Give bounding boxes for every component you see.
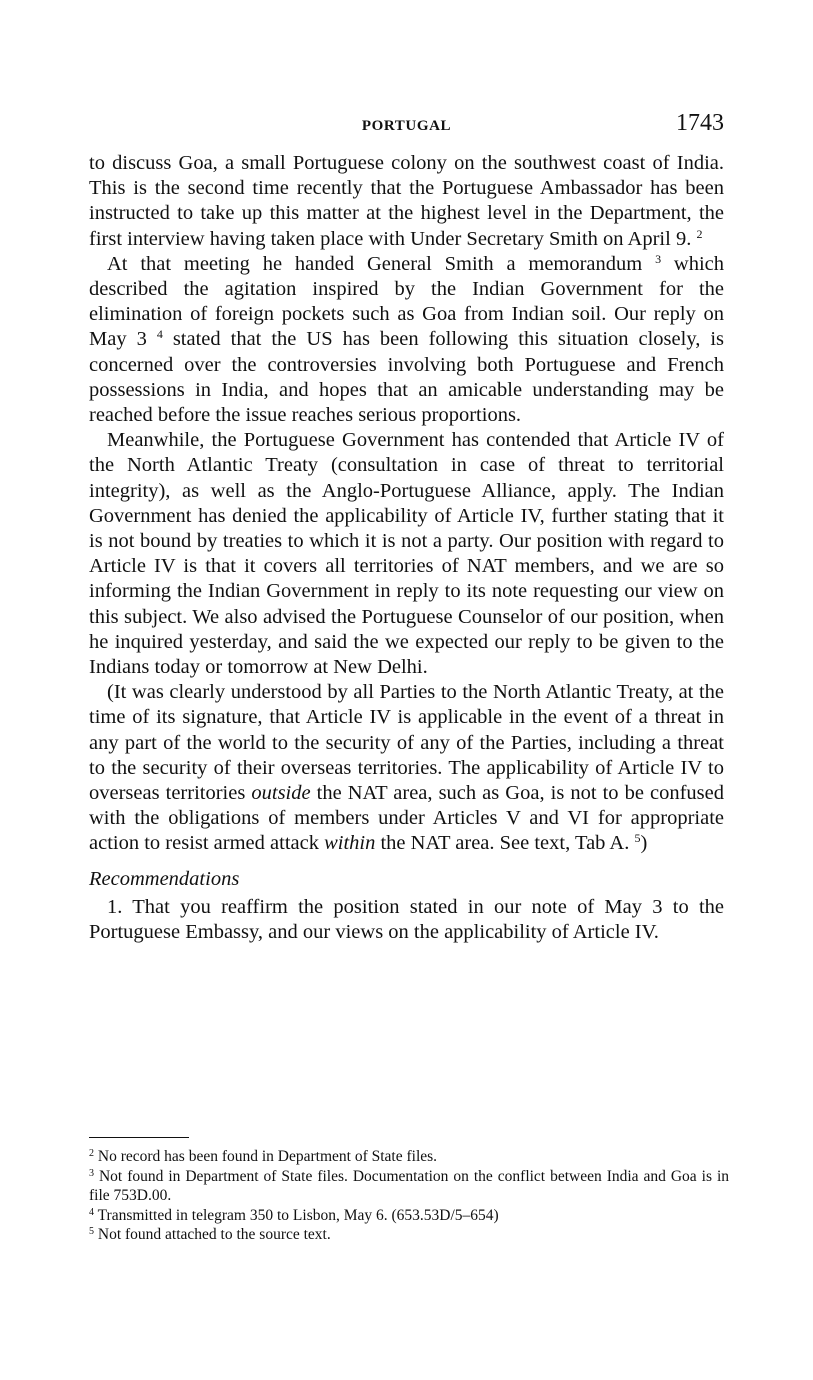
footnote-text: Not found in Department of State files. Documentation on the conflict between India and Goa is in file 753D.00. xyxy=(89,1167,730,1204)
paragraph-3-text: Meanwhile, the Portuguese Government has contended that Article IV of the North Atlantic Treaty (consultation in case of threat to territorial integrity), as well as the Anglo-Portuguese Alliance, apply. The Indian Government has denied the applicability of Article IV, further stating that it is not bound by treaties to which it is not a party. Our position with regard to Article IV is that it covers all territories of NAT members, and we are so informing the Indian Government in reply to its note requesting our view on this subject. We also advised the Portuguese Counselor of our position, when he inquired yesterday, and said the we expected our reply to be given to the Indians today or tomorrow at New Delhi. xyxy=(89,429,724,679)
footnote-ref-4: 4 xyxy=(156,327,163,342)
footnote-number: 4 xyxy=(89,1206,94,1218)
subheading-recommendations: Recommendations xyxy=(89,867,240,890)
emphasis-within: within xyxy=(324,832,376,855)
footnote-4 xyxy=(89,1206,729,1226)
paragraph-2-text-a: At that meeting he handed General Smith a memorandum xyxy=(107,252,643,275)
footnote-text: Transmitted in telegram 350 to Lisbon, May 6. (653.53D/5–654) xyxy=(97,1206,499,1224)
footnote-number: 3 xyxy=(89,1167,94,1179)
paragraph-3 xyxy=(89,428,724,680)
paragraph-2 xyxy=(89,252,724,428)
running-head: PORTUGAL xyxy=(361,118,452,134)
footnote-number: 2 xyxy=(89,1148,94,1159)
footnote-text: Not found attached to the source text. xyxy=(97,1226,331,1243)
footnote-divider xyxy=(89,1137,189,1138)
recommendation-1-text: 1. That you reaffirm the position stated in our note of May 3 to the Portuguese Embassy, and our views on the applicability of Article IV. xyxy=(89,895,724,944)
paragraph-4-text-c: the NAT area. See text, Tab A. xyxy=(380,832,630,855)
recommendation-1 xyxy=(89,895,724,945)
footnote-2 xyxy=(89,1147,729,1167)
footnote-ref-3: 3 xyxy=(655,251,662,266)
paragraph-4 xyxy=(89,680,724,856)
paragraph-1-text: to discuss Goa, a small Portuguese colony on the southwest coast of India. This is the second time recently that the Portuguese Ambassador has been instructed to take up this matter at the highest level in the Department, the first interview having taken place with Under Secretary Smith on April 9. xyxy=(89,152,724,250)
footnote-ref-5: 5 xyxy=(634,831,641,846)
page-header xyxy=(89,110,724,140)
footnote-5 xyxy=(89,1225,729,1245)
paragraph-1 xyxy=(89,151,724,252)
page-number: 1743 xyxy=(676,110,724,136)
emphasis-outside: outside xyxy=(251,782,311,805)
footnote-ref-2: 2 xyxy=(696,226,703,241)
paragraph-4-close: ) xyxy=(640,832,648,855)
footnotes xyxy=(89,1137,729,1245)
paragraph-2-text-c: stated that the US has been following this situation closely, is concerned over the controversies involving both Portuguese and French possessions in India, and hopes that an amicable understanding may be reached before the issue reaches serious proportions. xyxy=(89,328,725,427)
paragraph-4-text-b: the NAT area, such as Goa, is not to be confused with the obligations of members under Articles V and VI for appropriate action to resist armed attack xyxy=(89,782,724,855)
paragraph-4-text-a: (It was clearly understood by all Parties to the North Atlantic Treaty, at the time of its signature, that Article IV is applicable in the event of a threat in any part of the world to the security of any of the Parties, including a threat to the security of their overseas territories. The applicability of Article IV to overseas territories xyxy=(89,681,724,805)
footnote-number: 5 xyxy=(89,1226,94,1237)
body-text xyxy=(89,151,724,945)
footnote-3 xyxy=(89,1167,729,1206)
paragraph-2-text-b: which described the agitation inspired by the Indian Government for the elimination of foreign pockets such as Goa from Indian soil. Our reply on May 3 xyxy=(89,252,724,351)
footnote-text: No record has been found in Department of State files. xyxy=(97,1148,438,1165)
